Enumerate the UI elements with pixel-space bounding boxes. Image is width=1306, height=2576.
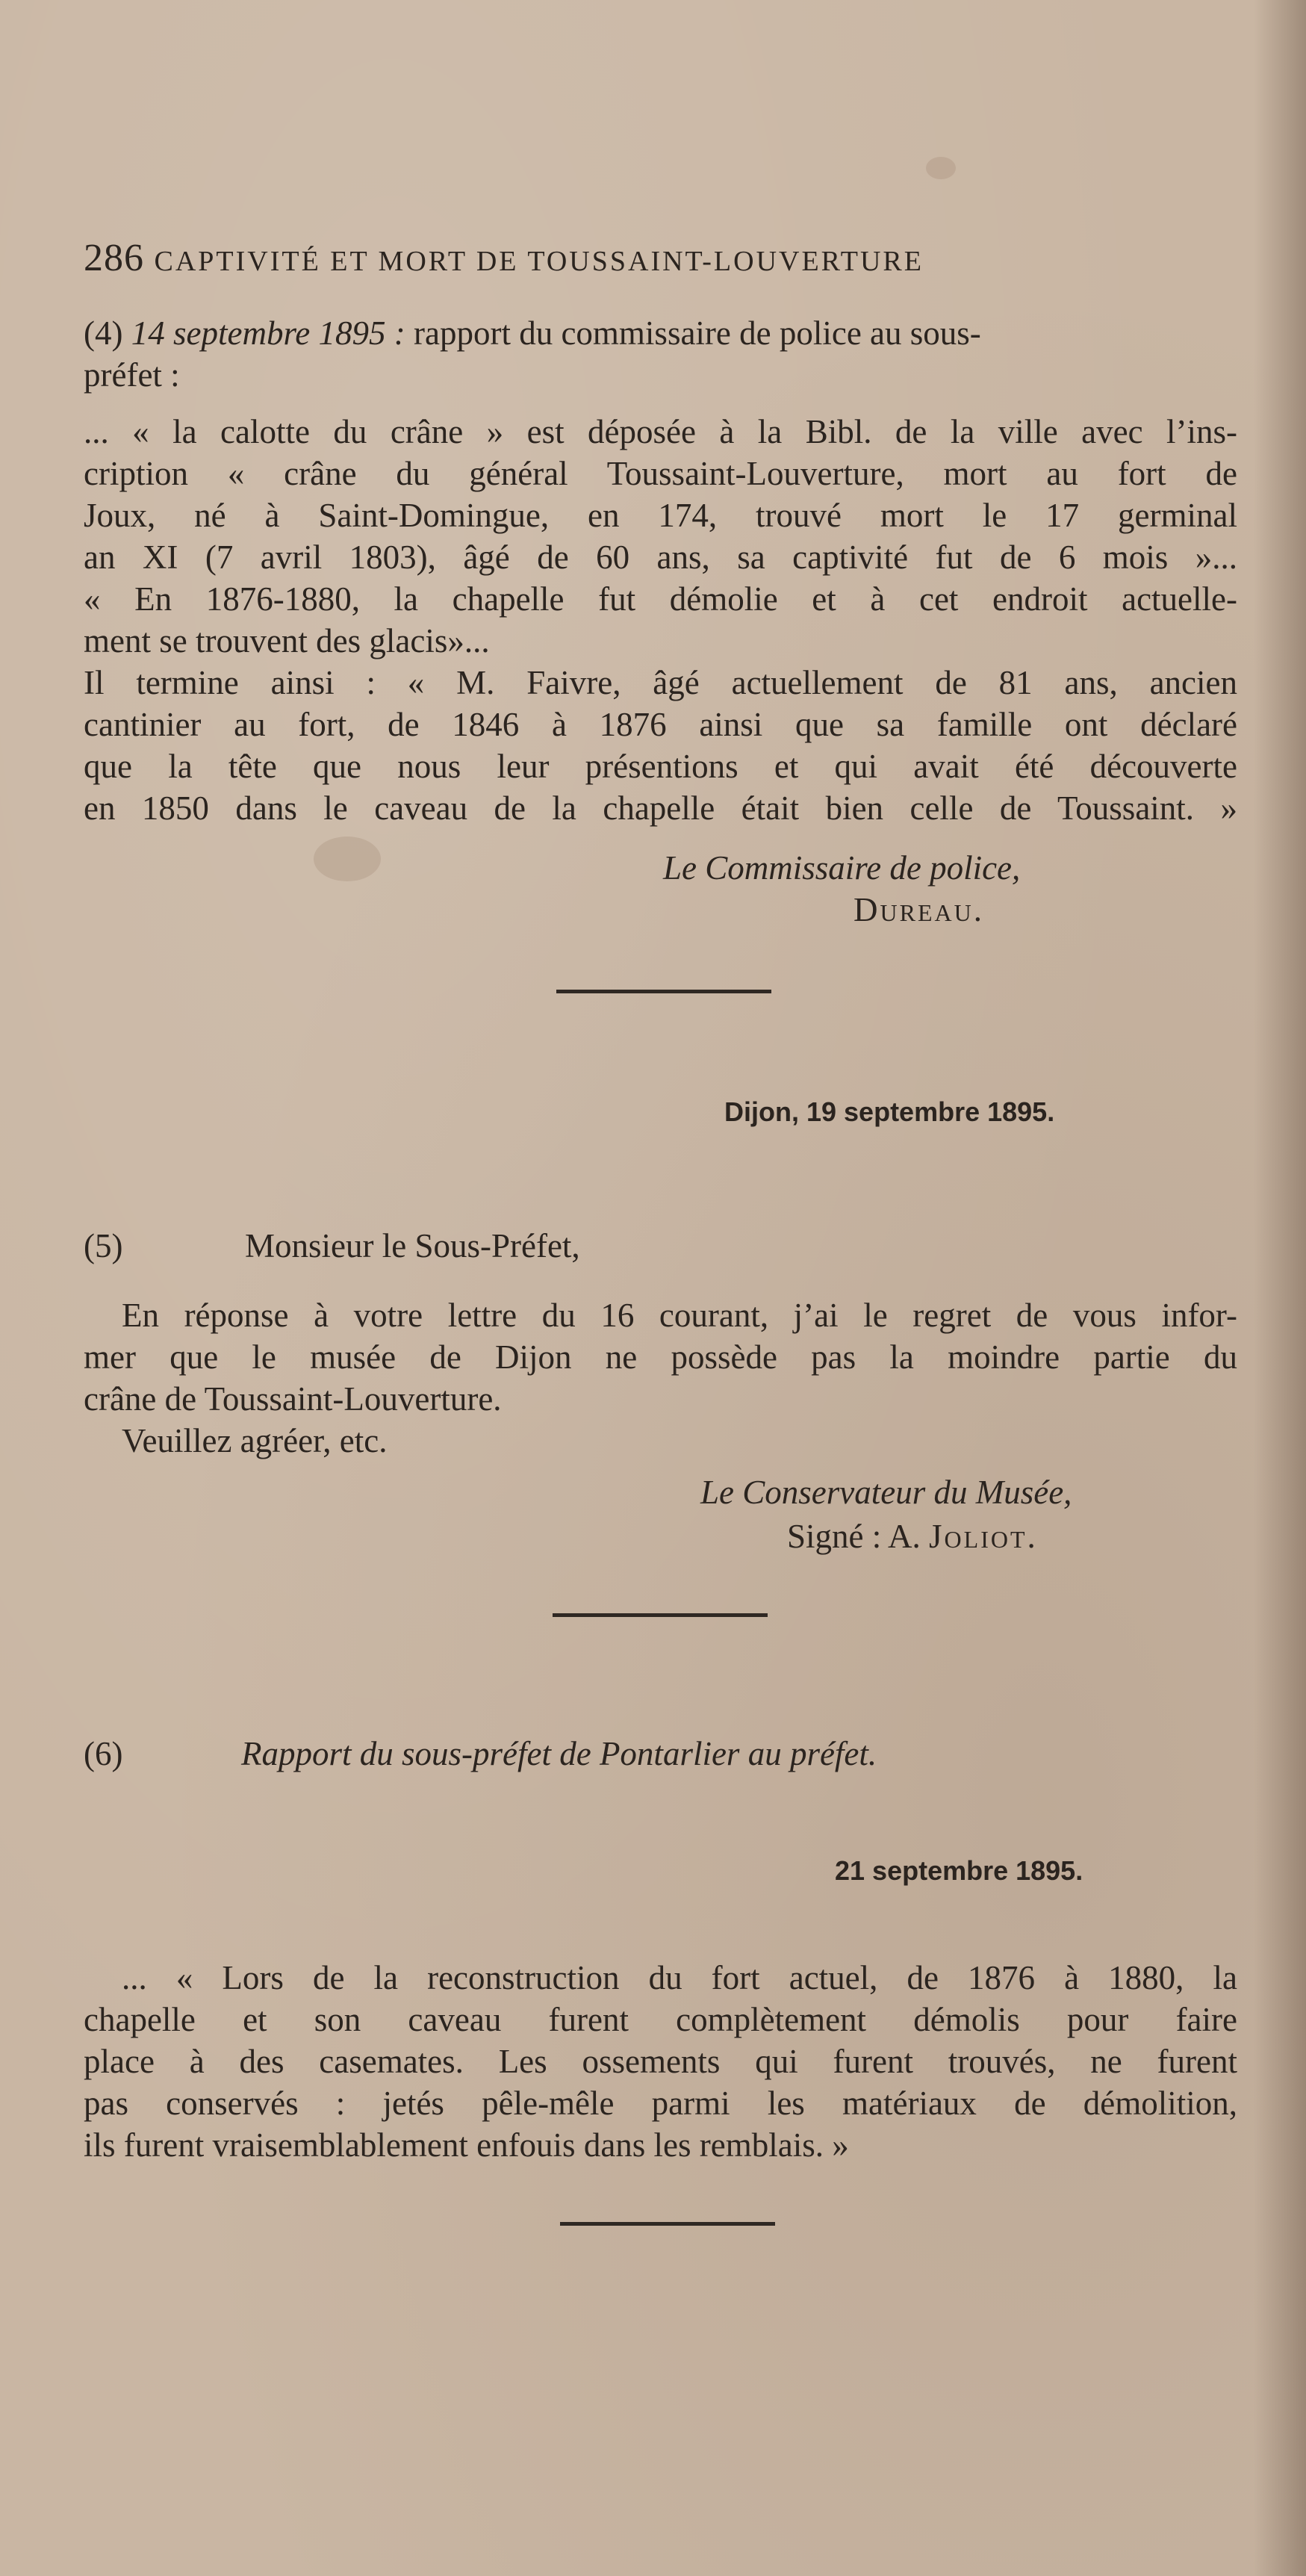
paper-stain [926, 157, 956, 179]
note-5-line: crâne de Toussaint-Louverture. [84, 1380, 502, 1418]
section-divider [556, 990, 771, 993]
note-4-signature-name: Dureau. [853, 891, 984, 928]
note-4-quote-line: ... « la calotte du crâne » est déposée à la Bibl. de la ville avec l’ins- [84, 413, 1237, 450]
note-6-number: (6) [84, 1735, 123, 1772]
note-4-line-1: (4) 14 septembre 1895 : rapport du commissaire de police au sous- [84, 314, 981, 352]
note-4-quote-line: ment se trouvent des glacis»... [84, 622, 490, 659]
note-4-quote-line: en 1850 dans le caveau de la chapelle était bien celle de Toussaint. » [84, 789, 1237, 827]
note-4-quote-line: que la tête que nous leur présentions et qui avait été découverte [84, 748, 1237, 785]
note-5-date: Dijon, 19 septembre 1895. [724, 1096, 1055, 1127]
section-divider [553, 1613, 768, 1617]
page-number: 286 [84, 237, 144, 279]
note-6-line: ... « Lors de la reconstruction du fort actuel, de 1876 à 1880, la [122, 1959, 1237, 1996]
note-4-quote-line: cription « crâne du général Toussaint-Louverture, mort au fort de [84, 455, 1237, 492]
note-4-quote-line: an XI (7 avril 1803), âgé de 60 ans, sa captivité fut de 6 mois »... [84, 539, 1237, 576]
note-6-line: place à des casemates. Les ossements qui furent trouvés, ne furent [84, 2043, 1237, 2080]
note-5-line: Veuillez agréer, etc. [122, 1422, 388, 1459]
note-4-quote-line: Il termine ainsi : « M. Faivre, âgé actuellement de 81 ans, ancien [84, 664, 1237, 701]
note-5-signature-name: Signé : A. Joliot. [787, 1518, 1038, 1555]
note-5-line: En réponse à votre lettre du 16 courant, j’ai le regret de vous infor- [122, 1297, 1237, 1334]
note-5-line: mer que le musée de Dijon ne possède pas la moindre partie du [84, 1338, 1237, 1376]
running-title: CAPTIVITÉ ET MORT DE TOUSSAINT-LOUVERTURE [154, 246, 924, 277]
paper-stain [314, 837, 381, 881]
note-4-signature-title: Le Commissaire de police, [663, 849, 1021, 887]
note-4-line-2: préfet : [84, 356, 180, 394]
running-header [84, 236, 924, 280]
note-4-quote-line: Joux, né à Saint-Domingue, en 174, trouvé mort le 17 germinal [84, 497, 1237, 534]
note-6-heading: Rapport du sous-préfet de Pontarlier au préfet. [241, 1735, 877, 1772]
section-divider [560, 2222, 775, 2226]
note-6-line: pas conservés : jetés pêle-mêle parmi les matériaux de démolition, [84, 2085, 1237, 2122]
note-4-quote-line: cantinier au fort, de 1846 à 1876 ainsi que sa famille ont déclaré [84, 706, 1237, 743]
note-5-number: (5) [84, 1227, 123, 1264]
note-6-line: chapelle et son caveau furent complètement démolis pour faire [84, 2001, 1237, 2038]
note-5-salutation: Monsieur le Sous-Préfet, [245, 1227, 580, 1264]
note-5-signature-title: Le Conservateur du Musée, [700, 1474, 1072, 1511]
note-6-date: 21 septembre 1895. [835, 1855, 1083, 1886]
note-6-line: ils furent vraisemblablement enfouis dans les remblais. » [84, 2126, 849, 2164]
note-4-quote-line: « En 1876-1880, la chapelle fut démolie et à cet endroit actuelle- [84, 580, 1237, 618]
